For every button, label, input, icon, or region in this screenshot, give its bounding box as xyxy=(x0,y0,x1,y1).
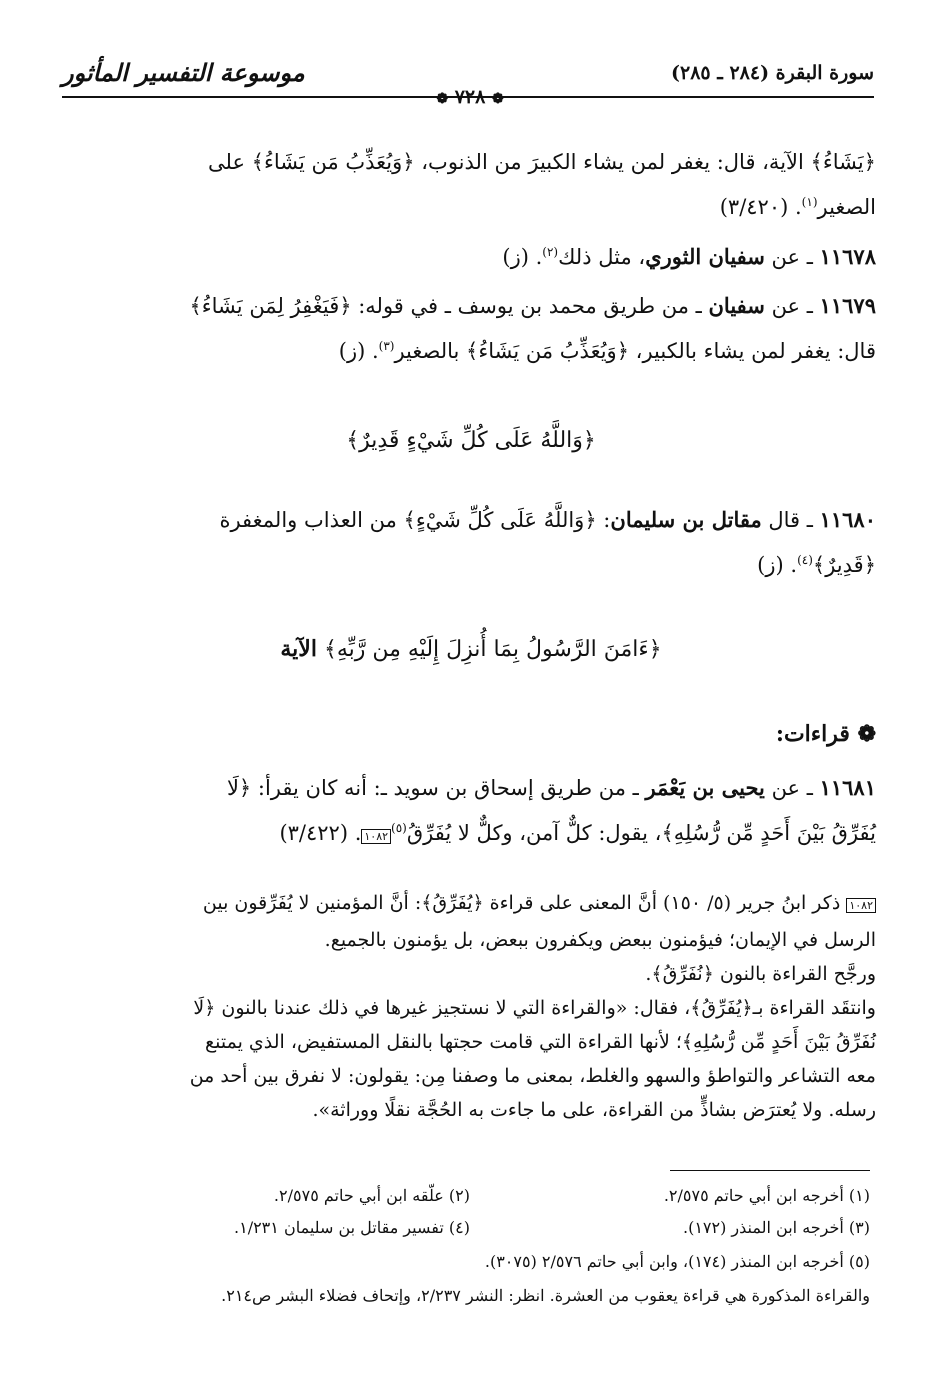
flower-icon: ❁ xyxy=(857,721,876,747)
footnote-1: (١) أخرجه ابن أبي حاتم ٢/٥٧٥. xyxy=(663,1186,870,1205)
narrator-name: مقاتل بن سليمان xyxy=(610,507,762,532)
ornament-icon: ❁ xyxy=(436,91,449,107)
section-heading: ❁ قراءات: xyxy=(775,721,876,747)
footnote-4: (٤) تفسير مقاتل بن سليمان ١/٢٣١. xyxy=(234,1218,470,1237)
footnote-rule xyxy=(670,1170,870,1171)
commentary-block xyxy=(66,886,876,1127)
narrator-name: سفيان xyxy=(708,293,765,318)
line: ١٠٨٢ ذكر ابنُ جرير (٥/ ١٥٠) أنَّ المعنى على قراءة ﴿يُفَرِّقُ﴾: أنَّ المؤمنين لا يُفَرِّقون بين xyxy=(66,886,876,923)
line: ﴿يَشَاءُ﴾ الآية، قال: يغفر لمن يشاء الكبيرَ من الذنوب، ﴿وَيُعَذِّبُ مَن يَشَاءُ﴾ على xyxy=(207,150,876,174)
narration-11679 xyxy=(66,286,876,371)
line: الصغير$^{(١)}$. (٣/٤٢٠) xyxy=(719,195,876,219)
line: نُفَرِّقُ بَيْنَ أَحَدٍ مِّن رُّسُلِهِ﴾؛ لأنها القراءة التي قامت حجتها بالنقل المستفيض، الذي يمتنع xyxy=(205,1031,876,1053)
narration-11680 xyxy=(66,500,876,585)
commentary-ref-box: ١٠٨٢ xyxy=(361,829,391,844)
footnote-2: (٢) علّقه ابن أبي حاتم ٢/٥٧٥. xyxy=(273,1186,470,1205)
narration-number: ١١٦٧٩ xyxy=(819,293,876,318)
footnote-ref: (٤) xyxy=(797,553,813,567)
page-number-text: ٧٢٨ xyxy=(454,86,486,108)
line: الرسل في الإيمان؛ فيؤمنون ببعض ويكفرون ببعض، بل يؤمنون بالجميع. xyxy=(324,929,876,951)
line: ١١٦٨١ ـ عن يحيى بن يَعْمَر ـ من طريق إسحاق بن سويد ـ: أنه كان يقرأ: ﴿لَا xyxy=(226,775,876,800)
line: ورجَّح القراءة بالنون ﴿نُفَرِّقُ﴾. xyxy=(645,963,876,985)
footnote-5-note: والقراءة المذكورة هي قراءة يعقوب من العشرة. انظر: النشر ٢/٢٣٧، وإتحاف فضلاء البشر ص٢١٤. xyxy=(221,1286,870,1305)
footnote-ref: (٥) xyxy=(391,821,407,835)
narration-11678: ١١٦٧٨ ـ عن سفيان الثوري، مثل ذلك$^{(٢)}$. (ز) xyxy=(502,244,876,269)
narrator-name: سفيان الثوري xyxy=(645,244,765,269)
book-title: موسوعة التفسير المأثور xyxy=(62,58,305,87)
footnote-ref: (١) xyxy=(801,195,818,209)
line: قال: يغفر لمن يشاء بالكبير، ﴿وَيُعَذِّبُ مَن يَشَاءُ﴾ بالصغير$^{(٣)}$. (ز) xyxy=(338,339,876,363)
footnote-ref: (٣) xyxy=(378,339,395,353)
paragraph-continuation xyxy=(66,142,876,227)
footnote-ref: (٢) xyxy=(542,245,559,259)
line: ﴿قَدِيرٌ﴾$^{(٤)}$. (ز) xyxy=(757,553,876,577)
narration-number: ١١٦٨٠ xyxy=(819,507,876,532)
verse-heading: ﴿ءَامَنَ الرَّسُولُ بِمَا أُنزِلَ إِلَيْهِ مِن رَّبِّهِ﴾ الآية xyxy=(280,636,662,662)
footnote-3: (٣) أخرجه ابن المنذر (١٧٢). xyxy=(682,1218,870,1237)
narration-number: ١١٦٧٨ xyxy=(819,244,876,269)
line: يُفَرِّقُ بَيْنَ أَحَدٍ مِّن رُّسُلِهِ﴾، يقول: كلٌّ آمن، وكلٌّ لا يُفَرِّقُ$^{(٥)}$١٠٨٢. (٣/٤٢٢) xyxy=(279,821,876,845)
ornament-icon: ❁ xyxy=(491,91,504,107)
line: رسله. ولا يُعترَض بشاذٍّ من القراءة، على ما جاءت به الحُجَّة نقلًا ووراثة». xyxy=(312,1099,876,1121)
line: معه التشاعر والتواطؤ والسهو والغلط، بمعنى ما وصفنا مِن: يقولون: لا نفرق بين أحد من xyxy=(189,1065,876,1087)
footnote-5: (٥) أخرجه ابن المنذر (١٧٤)، وابن أبي حاتم ٢/٥٧٦ (٣٠٧٥). xyxy=(484,1252,870,1271)
narrator-name: يحيى بن يَعْمَر xyxy=(645,775,765,800)
commentary-ref-box: ١٠٨٢ xyxy=(846,898,876,913)
page-number xyxy=(0,86,940,108)
narration-number: ١١٦٨١ xyxy=(819,775,876,800)
line: ١١٦٨٠ ـ قال مقاتل بن سليمان: ﴿وَاللَّهُ عَلَى كُلِّ شَيْءٍ﴾ من العذاب والمغفرة xyxy=(219,507,876,532)
surah-title: سورة البقرة (٢٨٤ ـ ٢٨٥) xyxy=(671,62,874,84)
verse-heading: ﴿وَاللَّهُ عَلَى كُلِّ شَيْءٍ قَدِيرٌ﴾ xyxy=(346,428,596,453)
narration-11681 xyxy=(66,768,876,857)
line: وانتقَد القراءة بـ﴿يُفَرِّقُ﴾، فقال: «والقراءة التي لا نستجيز غيرها في ذلك عندنا بالنون ﴿لَا xyxy=(193,997,876,1019)
line: ١١٦٧٩ ـ عن سفيان ـ من طريق محمد بن يوسف ـ في قوله: ﴿فَيَغْفِرُ لِمَن يَشَاءُ﴾ xyxy=(189,293,876,318)
